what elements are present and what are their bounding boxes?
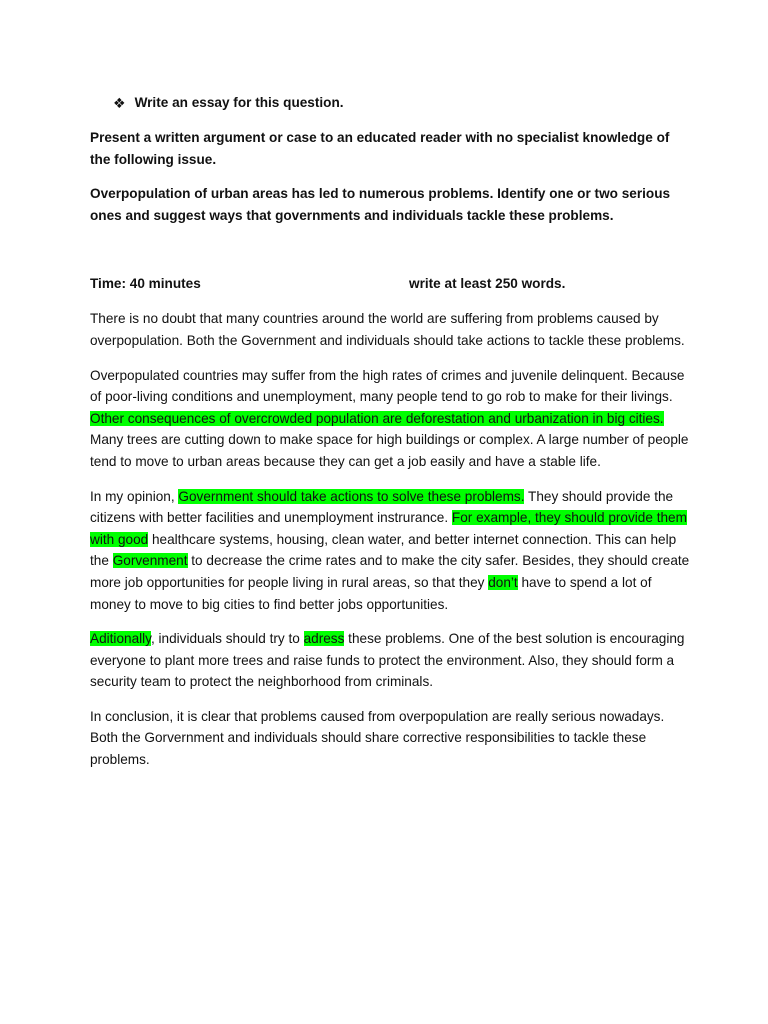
highlighted-text: adress — [303, 631, 345, 647]
diamond-bullet-icon: ❖ — [113, 94, 126, 111]
highlighted-text: Gorvenment — [112, 553, 188, 569]
time-and-word-count — [90, 273, 690, 295]
essay-paragraph-intro: There is no doubt that many countries around the world are suffering from problems caused by overpopulation. Both the Government and individuals should take actions to tackle these problems. — [90, 311, 685, 348]
highlighted-text: Government should take actions to solve these problems. — [178, 488, 525, 504]
prompt-intro: Present a written argument or case to an educated reader with no specialist knowledge of the following issue. — [90, 130, 670, 167]
text-run: healthcare systems, housing, clean water, and better internet connection. This can help the — [90, 531, 677, 569]
highlighted-text: Other consequences of overcrowded population are deforestation and urbanization in big cities. — [90, 410, 664, 426]
word-count-requirement: write at least 250 words. — [409, 276, 566, 292]
essay-paragraph-body-3 — [90, 628, 690, 693]
text-run: to decrease the crime rates and to make the city safer. Besides, they should create more job opportunities for people living in rural areas, so that they — [90, 553, 690, 590]
highlighted-text: Aditionally — [90, 631, 151, 647]
text-run: They should provide the citizens with better facilities and unemployment instrurance. — [90, 488, 674, 526]
highlighted-text: don’t — [488, 574, 518, 590]
highlighted-text: For example, they should provide them with good — [90, 510, 687, 547]
text-run: Many trees are cutting down to make space for high buildings or complex. A large number of people tend to move to urban areas because they can get a job easily and have a stable life. — [90, 432, 689, 469]
essay-paragraph-body-1 — [90, 365, 690, 473]
text-run: In my opinion, — [90, 488, 179, 504]
document-page — [90, 92, 690, 771]
essay-question: Overpopulation of urban areas has led to numerous problems. Identify one or two serious ones and suggest ways that governments and individuals tackle these problems. — [90, 186, 671, 223]
text-run: Overpopulated countries may suffer from the high rates of crimes and juvenile delinquent. Because of poor-living conditions and unemployment, many people tend to go rob to make for their livings. — [90, 367, 685, 405]
text-run: , individuals should try to — [150, 631, 304, 647]
instruction-text: Write an essay for this question. — [134, 94, 344, 110]
text-run: these problems. One of the best solution is encouraging everyone to plant more trees and raise funds to protect the environment. Also, they should form a security team to protect the neighborhood from criminals. — [90, 631, 685, 690]
time-limit: Time: 40 minutes — [90, 276, 201, 292]
instruction-line — [90, 92, 690, 113]
essay-paragraph-body-2 — [90, 486, 690, 616]
text-run: have to spend a lot of money to move to big cities to find better jobs opportunities. — [90, 574, 652, 612]
essay-paragraph-conclusion: In conclusion, it is clear that problems caused from overpopulation are really serious nowadays. Both the Gorvernment and individuals should share corrective responsibilities to tackle these problems. — [90, 708, 665, 768]
